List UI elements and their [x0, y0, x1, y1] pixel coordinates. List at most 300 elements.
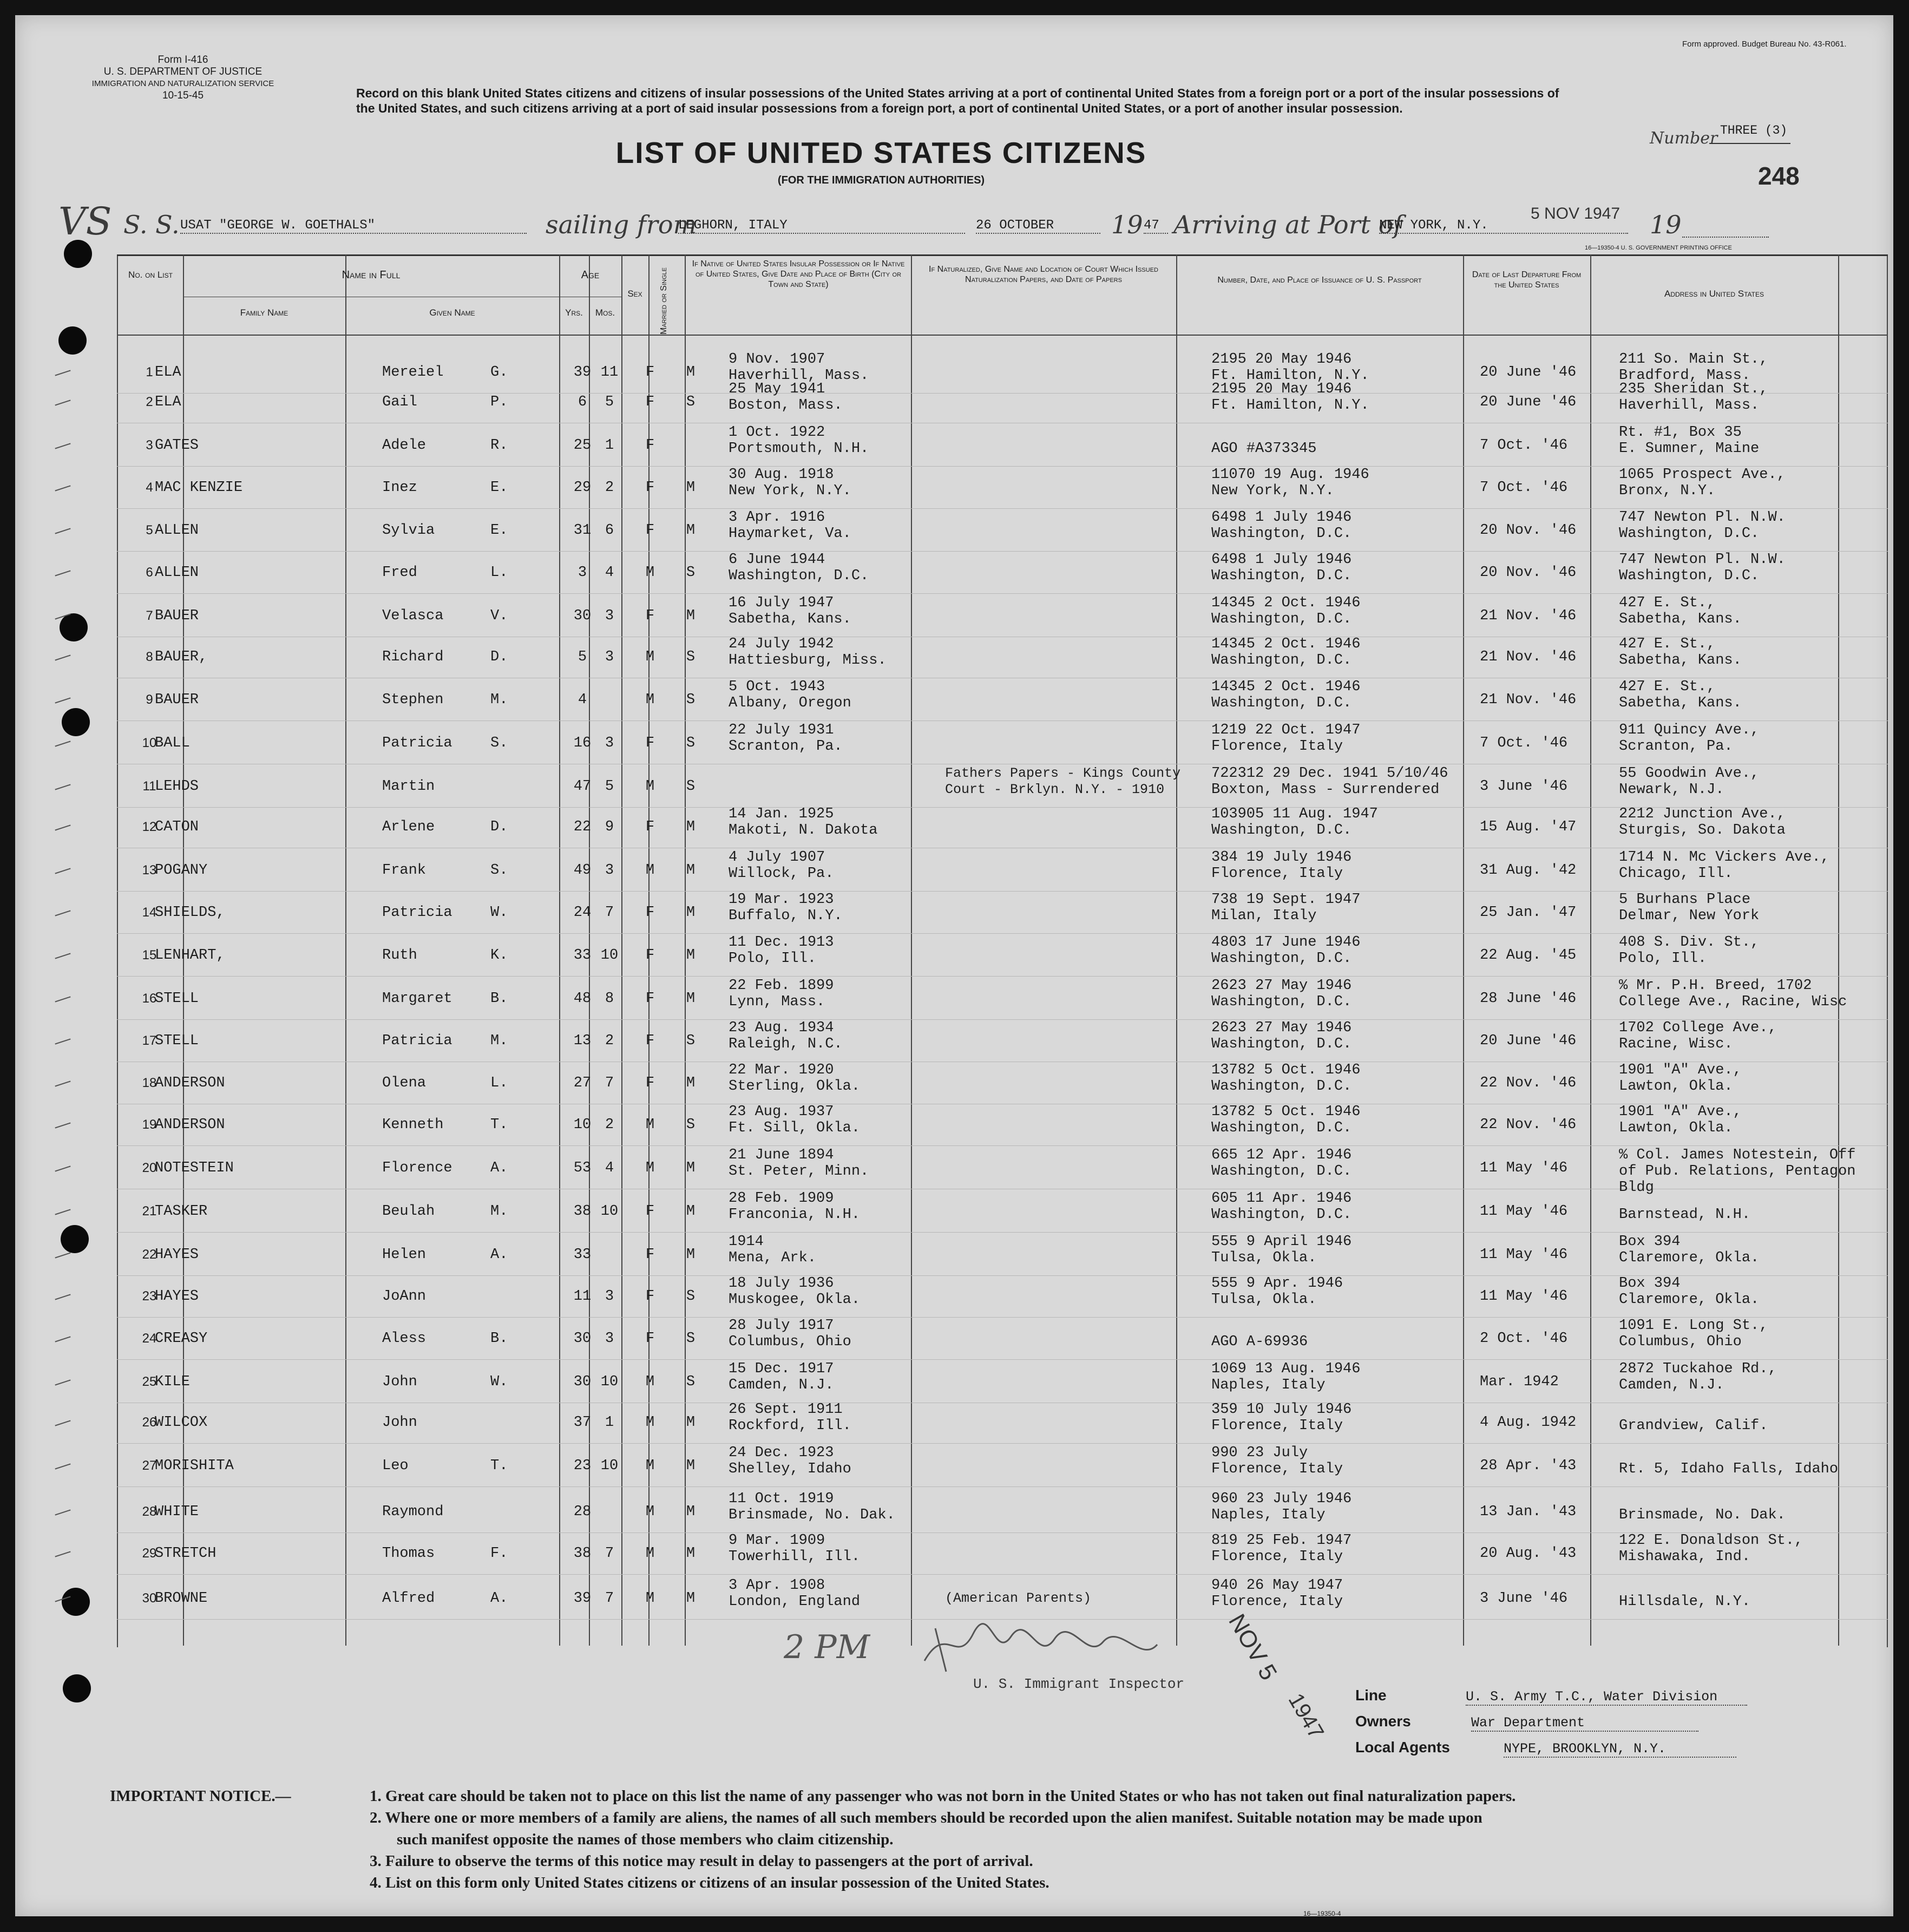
passport-number-date: 11070 19 Aug. 1946	[1211, 467, 1369, 483]
birth-date: 25 May 1941	[729, 381, 825, 397]
number-line	[1709, 143, 1790, 144]
ship-name: USAT "GEORGE W. GOETHALS"	[180, 218, 527, 234]
passport-place: Washington, D.C.	[1211, 652, 1352, 669]
passport-number-date: 819 25 Feb. 1947	[1211, 1532, 1352, 1549]
last-departure: 11 May '46	[1480, 1160, 1568, 1176]
given-name: Adele	[382, 437, 427, 454]
age-months: 4	[605, 565, 614, 581]
row-rule	[117, 1232, 1888, 1233]
birth-place: Rockford, Ill.	[729, 1418, 851, 1434]
initial: B.	[490, 1331, 508, 1347]
birth-place: Raleigh, N.C.	[729, 1036, 843, 1052]
family-name: STELL	[155, 1033, 199, 1049]
sex: F	[645, 1203, 655, 1220]
sex: M	[645, 1504, 655, 1520]
age-months: 3	[605, 735, 614, 751]
birth-place: Hattiesburg, Miss.	[729, 652, 887, 669]
header-married-single: Married or Single	[659, 267, 668, 335]
age-months: 7	[605, 1545, 614, 1562]
passport-place: Washington, D.C.	[1211, 822, 1352, 839]
birth-date: 3 Apr. 1916	[729, 509, 825, 526]
notice-item-1: 1. Great care should be taken not to place on this list the name of any passenger who was not born in the United States or who has not taken out final naturalization papers.	[370, 1787, 1516, 1805]
birth-place: Buffalo, N.Y.	[729, 908, 843, 924]
family-name: WILCOX	[155, 1414, 208, 1431]
age-months: 10	[600, 1374, 619, 1390]
table-row	[117, 1234, 1888, 1276]
family-name: KILE	[155, 1374, 190, 1390]
last-departure: 22 Aug. '45	[1480, 947, 1577, 964]
age-years: 31	[573, 522, 592, 539]
sex: F	[645, 1288, 655, 1305]
address-line-1: 1702 College Ave.,	[1619, 1020, 1777, 1036]
margin-check-mark	[55, 1080, 70, 1086]
given-name: Olena	[382, 1075, 427, 1091]
birth-date: 23 Aug. 1934	[729, 1020, 834, 1036]
naturalization-info: Court - Brklyn. N.Y. - 1910	[945, 782, 1165, 797]
family-name: POGANY	[155, 862, 208, 879]
marital-status: M	[686, 905, 696, 921]
address-line-2: Rt. 5, Idaho Falls, Idaho	[1619, 1461, 1839, 1477]
given-name: John	[382, 1374, 417, 1390]
age-years: 37	[573, 1414, 592, 1431]
row-number: 22	[142, 1247, 157, 1262]
birth-place: Franconia, N.H.	[729, 1207, 861, 1223]
given-name: Frank	[382, 862, 427, 879]
margin-check-mark	[55, 1252, 70, 1258]
birth-date: 24 July 1942	[729, 636, 834, 652]
margin-check-mark	[55, 1379, 70, 1385]
birth-date: 22 July 1931	[729, 722, 834, 738]
given-name: Aless	[382, 1331, 427, 1347]
birth-place: Ft. Sill, Okla.	[729, 1120, 861, 1136]
row-number: 4	[146, 480, 153, 495]
punch-hole	[61, 1225, 89, 1253]
age-years: 33	[573, 947, 592, 964]
given-name: Sylvia	[382, 522, 435, 539]
row-number: 6	[146, 565, 153, 580]
line-label: Line	[1355, 1687, 1387, 1704]
given-name: John	[382, 1414, 417, 1431]
table-row	[117, 1361, 1888, 1404]
address-line-2: Claremore, Okla.	[1619, 1250, 1760, 1266]
table-row	[117, 637, 1888, 679]
address-line-2: of Pub. Relations, Pentagon	[1619, 1163, 1856, 1180]
margin-check-mark	[55, 868, 70, 874]
initial: W.	[490, 1374, 508, 1390]
age-years: 5	[578, 649, 587, 665]
sex: M	[645, 1414, 655, 1431]
inspector-title: U. S. Immigrant Inspector	[973, 1676, 1185, 1692]
birth-date: 5 Oct. 1943	[729, 679, 825, 695]
address-line-2: Camden, N.J.	[1619, 1377, 1724, 1393]
address-line-1: Rt. #1, Box 35	[1619, 424, 1742, 441]
address-line-1: 408 S. Div. St.,	[1619, 934, 1760, 951]
family-name: ALLEN	[155, 522, 199, 539]
age-months: 7	[605, 905, 614, 921]
age-months: 5	[605, 778, 614, 795]
last-departure: 20 Aug. '43	[1480, 1545, 1577, 1562]
age-years: 30	[573, 1374, 592, 1390]
last-departure: 28 June '46	[1480, 991, 1577, 1007]
initial: R.	[490, 437, 508, 454]
address-line-2: Haverhill, Mass.	[1619, 397, 1760, 414]
margin-check-mark	[55, 443, 70, 449]
sex: F	[645, 905, 655, 921]
passport-number-date: 6498 1 July 1946	[1211, 509, 1352, 526]
bottom-print-code: 16—19350-4	[1303, 1910, 1341, 1917]
birth-date: 23 Aug. 1937	[729, 1104, 834, 1120]
notice-item-3: 3. Failure to observe the terms of this notice may result in delay to passengers at the port of arrival.	[370, 1852, 1033, 1870]
header-address: Address in United States	[1664, 289, 1764, 299]
family-name: BALL	[155, 735, 190, 751]
birth-date: 3 Apr. 1908	[729, 1577, 825, 1594]
naturalization-info: (American Parents)	[945, 1590, 1092, 1606]
address-line-1: 427 E. St.,	[1619, 595, 1716, 611]
birth-place: Portsmouth, N.H.	[729, 441, 869, 457]
header-passport: Number, Date, and Place of Issuance of U. S. Passport	[1217, 276, 1422, 285]
family-name: TASKER	[155, 1203, 208, 1220]
passport-number-date: 14345 2 Oct. 1946	[1211, 595, 1361, 611]
passport-number-date: 384 19 July 1946	[1211, 849, 1352, 866]
margin-check-mark	[55, 1509, 70, 1515]
passport-number-date: 2195 20 May 1946	[1211, 381, 1352, 397]
birth-date: 28 July 1917	[729, 1318, 834, 1334]
last-departure: 11 May '46	[1480, 1203, 1568, 1220]
sex: M	[645, 1590, 655, 1607]
family-name: BAUER	[155, 692, 199, 708]
record-instructions: Record on this blank United States citizens and citizens of insular possessions of the United States arriving at a port of continental United States from a foreign port or a port of the insular possessions of the United States, and such citizens arriving at a port of said insular possessions from a foreign port, a port of continental United States, or a port of another insular possession.	[356, 86, 1559, 115]
margin-check-mark	[55, 910, 70, 916]
marital-status: M	[686, 1414, 696, 1431]
birth-place: Sabetha, Kans.	[729, 611, 851, 627]
passport-number-date: 722312 29 Dec. 1941 5/10/46	[1211, 765, 1448, 782]
address-line-2: Barnstead, N.H.	[1619, 1207, 1751, 1223]
row-rule	[117, 1486, 1888, 1487]
family-name: BAUER	[155, 608, 199, 624]
birth-place: Haverhill, Mass.	[729, 368, 869, 384]
last-departure: 7 Oct. '46	[1480, 437, 1568, 454]
family-name: MAC KENZIE	[155, 480, 243, 496]
address-line-2: Newark, N.J.	[1619, 782, 1724, 798]
sex: F	[645, 1033, 655, 1049]
last-departure: 3 June '46	[1480, 778, 1568, 795]
age-months: 3	[605, 862, 614, 879]
family-name: HAYES	[155, 1288, 199, 1305]
table-row	[117, 382, 1888, 424]
sex: F	[645, 947, 655, 964]
age-years: 27	[573, 1075, 592, 1091]
age-years: 28	[573, 1504, 592, 1520]
age-years: 48	[573, 991, 592, 1007]
family-name: ANDERSON	[155, 1075, 225, 1091]
given-name: Martin	[382, 778, 435, 795]
last-departure: 22 Nov. '46	[1480, 1117, 1577, 1133]
passport-place: Naples, Italy	[1211, 1507, 1326, 1523]
sex: M	[645, 692, 655, 708]
age-years: 30	[573, 608, 592, 624]
departure-year: 47	[1144, 218, 1168, 234]
agents-value: NYPE, BROOKLYN, N.Y.	[1504, 1741, 1736, 1758]
passport-number-date: 14345 2 Oct. 1946	[1211, 679, 1361, 695]
marital-status: M	[686, 364, 696, 381]
age-months: 4	[605, 1160, 614, 1176]
passport-place: Ft. Hamilton, N.Y.	[1211, 397, 1369, 414]
birth-place: St. Peter, Minn.	[729, 1163, 869, 1180]
marital-status: M	[686, 862, 696, 879]
address-line-3: Bldg	[1619, 1180, 1654, 1196]
row-number: 8	[146, 650, 153, 664]
margin-check-mark	[55, 1463, 70, 1469]
row-number: 21	[142, 1204, 157, 1219]
row-number: 26	[142, 1415, 157, 1430]
birth-date: 26 Sept. 1911	[729, 1401, 843, 1418]
passport-place: Washington, D.C.	[1211, 611, 1352, 627]
sex: F	[645, 991, 655, 1007]
birth-date: 16 July 1947	[729, 595, 834, 611]
row-number: 3	[146, 438, 153, 453]
row-rule	[117, 976, 1888, 977]
table-row	[117, 723, 1888, 765]
row-rule	[117, 1145, 1888, 1146]
birth-place: Mena, Ark.	[729, 1250, 817, 1266]
margin-check-mark	[55, 996, 70, 1002]
address-line-1: 2872 Tuckahoe Rd.,	[1619, 1361, 1777, 1377]
address-line-2: Lawton, Okla.	[1619, 1120, 1733, 1136]
address-line-2: Sabetha, Kans.	[1619, 611, 1742, 627]
table-row	[117, 1191, 1888, 1233]
table-row	[117, 1276, 1888, 1318]
given-name: Inez	[382, 480, 417, 496]
initial: D.	[490, 819, 508, 835]
margin-check-mark	[55, 400, 70, 405]
initial: D.	[490, 649, 508, 665]
notice-title: IMPORTANT NOTICE.—	[110, 1787, 291, 1805]
punch-hole	[62, 708, 90, 736]
punch-hole	[58, 326, 87, 355]
age-years: 23	[573, 1458, 592, 1474]
row-number: 16	[142, 991, 157, 1006]
birth-date: 14 Jan. 1925	[729, 806, 834, 822]
birth-place: Sterling, Okla.	[729, 1078, 861, 1095]
age-months: 1	[605, 1414, 614, 1431]
birth-date: 9 Mar. 1909	[729, 1532, 825, 1549]
table-row	[117, 978, 1888, 1020]
marital-status: M	[686, 522, 696, 539]
passport-place: Florence, Italy	[1211, 1594, 1343, 1610]
table-row	[117, 679, 1888, 722]
age-years: 25	[573, 437, 592, 454]
list-number: THREE (3)	[1720, 123, 1788, 137]
row-number: 14	[142, 905, 157, 920]
marital-status: M	[686, 947, 696, 964]
margin-check-mark	[55, 1551, 70, 1557]
birth-place: Shelley, Idaho	[729, 1461, 851, 1477]
address-line-1: 1901 "A" Ave.,	[1619, 1062, 1742, 1078]
family-name: GATES	[155, 437, 199, 454]
punch-hole	[63, 1674, 91, 1702]
sex: M	[645, 862, 655, 879]
address-line-2: Bronx, N.Y.	[1619, 483, 1716, 499]
passport-place: Washington, D.C.	[1211, 1120, 1352, 1136]
margin-check-mark	[55, 1209, 70, 1215]
birth-place: Makoti, N. Dakota	[729, 822, 878, 839]
address-line-1: 211 So. Main St.,	[1619, 351, 1768, 368]
passport-number-date: 990 23 July	[1211, 1445, 1308, 1461]
address-line-1: 747 Newton Pl. N.W.	[1619, 552, 1786, 568]
passport-place: Milan, Italy	[1211, 908, 1317, 924]
passport-number-date: 555 9 Apr. 1946	[1211, 1275, 1343, 1292]
age-years: 53	[573, 1160, 592, 1176]
table-row	[117, 1318, 1888, 1360]
vs-handwritten-mark: VS	[58, 199, 112, 244]
punch-hole	[64, 240, 92, 268]
sex: M	[645, 1374, 655, 1390]
passport-place: New York, N.Y.	[1211, 483, 1334, 499]
sex: F	[645, 735, 655, 751]
row-number: 9	[146, 692, 153, 707]
passport-place: Washington, D.C.	[1211, 1207, 1352, 1223]
approval-note: Form approved. Budget Bureau No. 43-R061.	[1682, 40, 1847, 49]
table-row	[117, 1445, 1888, 1488]
birth-place: Polo, Ill.	[729, 951, 817, 967]
age-months: 7	[605, 1590, 614, 1607]
table-row	[117, 935, 1888, 977]
last-departure: 20 June '46	[1480, 394, 1577, 410]
sex: F	[645, 522, 655, 539]
age-months: 9	[605, 819, 614, 835]
last-departure: 28 Apr. '43	[1480, 1458, 1577, 1474]
last-departure: 20 Nov. '46	[1480, 565, 1577, 581]
initial: M.	[490, 1033, 508, 1049]
marital-status: S	[686, 649, 696, 665]
age-months: 7	[605, 1075, 614, 1091]
address-line-2: Sabetha, Kans.	[1619, 695, 1742, 711]
header-no-on-list: No. on List	[128, 270, 173, 280]
age-months: 5	[605, 394, 614, 410]
sex: M	[645, 1160, 655, 1176]
passport-place: Boxton, Mass - Surrendered	[1211, 782, 1440, 798]
birth-place: Scranton, Pa.	[729, 738, 843, 755]
birth-date: 1 Oct. 1922	[729, 424, 825, 441]
given-name: Richard	[382, 649, 444, 665]
departure-date: 26 OCTOBER	[976, 218, 1100, 234]
row-number: 11	[142, 779, 156, 794]
last-departure: 20 June '46	[1480, 1033, 1577, 1049]
birth-place: Muskogee, Okla.	[729, 1292, 861, 1308]
marital-status: M	[686, 991, 696, 1007]
passport-place: Ft. Hamilton, N.Y.	[1211, 368, 1369, 384]
passport-number-date: 665 12 Apr. 1946	[1211, 1147, 1352, 1163]
last-departure: 15 Aug. '47	[1480, 819, 1577, 835]
marital-status: S	[686, 1374, 696, 1390]
form-identifier	[75, 54, 291, 102]
table-row	[117, 467, 1888, 509]
notice-item-2-cont: such manifest opposite the names of those members who claim citizenship.	[397, 1831, 894, 1848]
last-departure: 20 Nov. '46	[1480, 522, 1577, 539]
given-name: Patricia	[382, 735, 452, 751]
form-date: 10-15-45	[162, 90, 204, 101]
age-months: 3	[605, 1288, 614, 1305]
family-name: CREASY	[155, 1331, 208, 1347]
address-line-1: 122 E. Donaldson St.,	[1619, 1532, 1803, 1549]
marital-status: S	[686, 1288, 696, 1305]
family-name: NOTESTEIN	[155, 1160, 234, 1176]
passport-number-date: 2623 27 May 1946	[1211, 1020, 1352, 1036]
passport-place: Washington, D.C.	[1211, 951, 1352, 967]
arrival-year-blank	[1682, 229, 1769, 238]
row-number: 19	[142, 1117, 157, 1132]
family-name: ALLEN	[155, 565, 199, 581]
row-number: 1	[146, 365, 153, 379]
age-years: 16	[573, 735, 592, 751]
margin-check-mark	[55, 1122, 70, 1128]
given-name: Margaret	[382, 991, 452, 1007]
row-number: 28	[142, 1504, 157, 1519]
initial: F.	[490, 1545, 508, 1562]
family-name: ELA	[155, 364, 181, 381]
birth-place: Lynn, Mass.	[729, 994, 825, 1010]
passport-place: Tulsa, Okla.	[1211, 1250, 1317, 1266]
row-number: 13	[142, 863, 157, 877]
initial: A.	[490, 1247, 508, 1263]
birth-date: 1914	[729, 1234, 764, 1250]
address-line-1: 911 Quincy Ave.,	[1619, 722, 1760, 738]
age-years: 3	[578, 565, 587, 581]
arrival-port: NEW YORK, N.Y.	[1379, 218, 1628, 234]
family-name: LENHART,	[155, 947, 225, 964]
birth-date: 4 July 1907	[729, 849, 825, 866]
arriving-label: Arriving at Port of	[1173, 210, 1403, 239]
initial: S.	[490, 862, 508, 879]
address-line-2: E. Sumner, Maine	[1619, 441, 1760, 457]
passport-place: Florence, Italy	[1211, 1549, 1343, 1565]
agents-label: Local Agents	[1355, 1739, 1450, 1756]
marital-status: S	[686, 1331, 696, 1347]
last-departure: 2 Oct. '46	[1480, 1331, 1568, 1347]
initial: E.	[490, 480, 508, 496]
age-years: 38	[573, 1545, 592, 1562]
address-line-2: College Ave., Racine, Wisc	[1619, 994, 1847, 1010]
age-months: 10	[600, 1458, 619, 1474]
passport-place: Florence, Italy	[1211, 1418, 1343, 1434]
department-name: U. S. DEPARTMENT OF JUSTICE	[103, 66, 263, 77]
address-line-1: % Col. James Notestein, Off	[1619, 1147, 1856, 1163]
address-line-2: Sturgis, So. Dakota	[1619, 822, 1786, 839]
birth-date: 15 Dec. 1917	[729, 1361, 834, 1377]
row-number: 10	[142, 736, 157, 750]
address-line-2: Mishawaka, Ind.	[1619, 1549, 1751, 1565]
margin-check-mark	[55, 1294, 70, 1300]
initial: B.	[490, 991, 508, 1007]
row-number: 30	[142, 1591, 157, 1606]
print-code: 16—19350-4 U. S. GOVERNMENT PRINTING OFFICE	[1585, 245, 1732, 251]
last-departure: 13 Jan. '43	[1480, 1504, 1577, 1520]
address-line-1: 5 Burhans Place	[1619, 892, 1751, 908]
sex: F	[645, 364, 655, 381]
age-months: 2	[605, 1117, 614, 1133]
passport-place: Naples, Italy	[1211, 1377, 1326, 1393]
marital-status: M	[686, 1504, 696, 1520]
birth-date: 22 Feb. 1899	[729, 978, 834, 994]
row-number: 24	[142, 1331, 157, 1346]
initial: A.	[490, 1160, 508, 1176]
initial: K.	[490, 947, 508, 964]
marital-status: M	[686, 1247, 696, 1263]
given-name: Leo	[382, 1458, 409, 1474]
birth-date: 28 Feb. 1909	[729, 1190, 834, 1207]
passport-number-date: 940 26 May 1947	[1211, 1577, 1343, 1594]
marital-status: S	[686, 692, 696, 708]
